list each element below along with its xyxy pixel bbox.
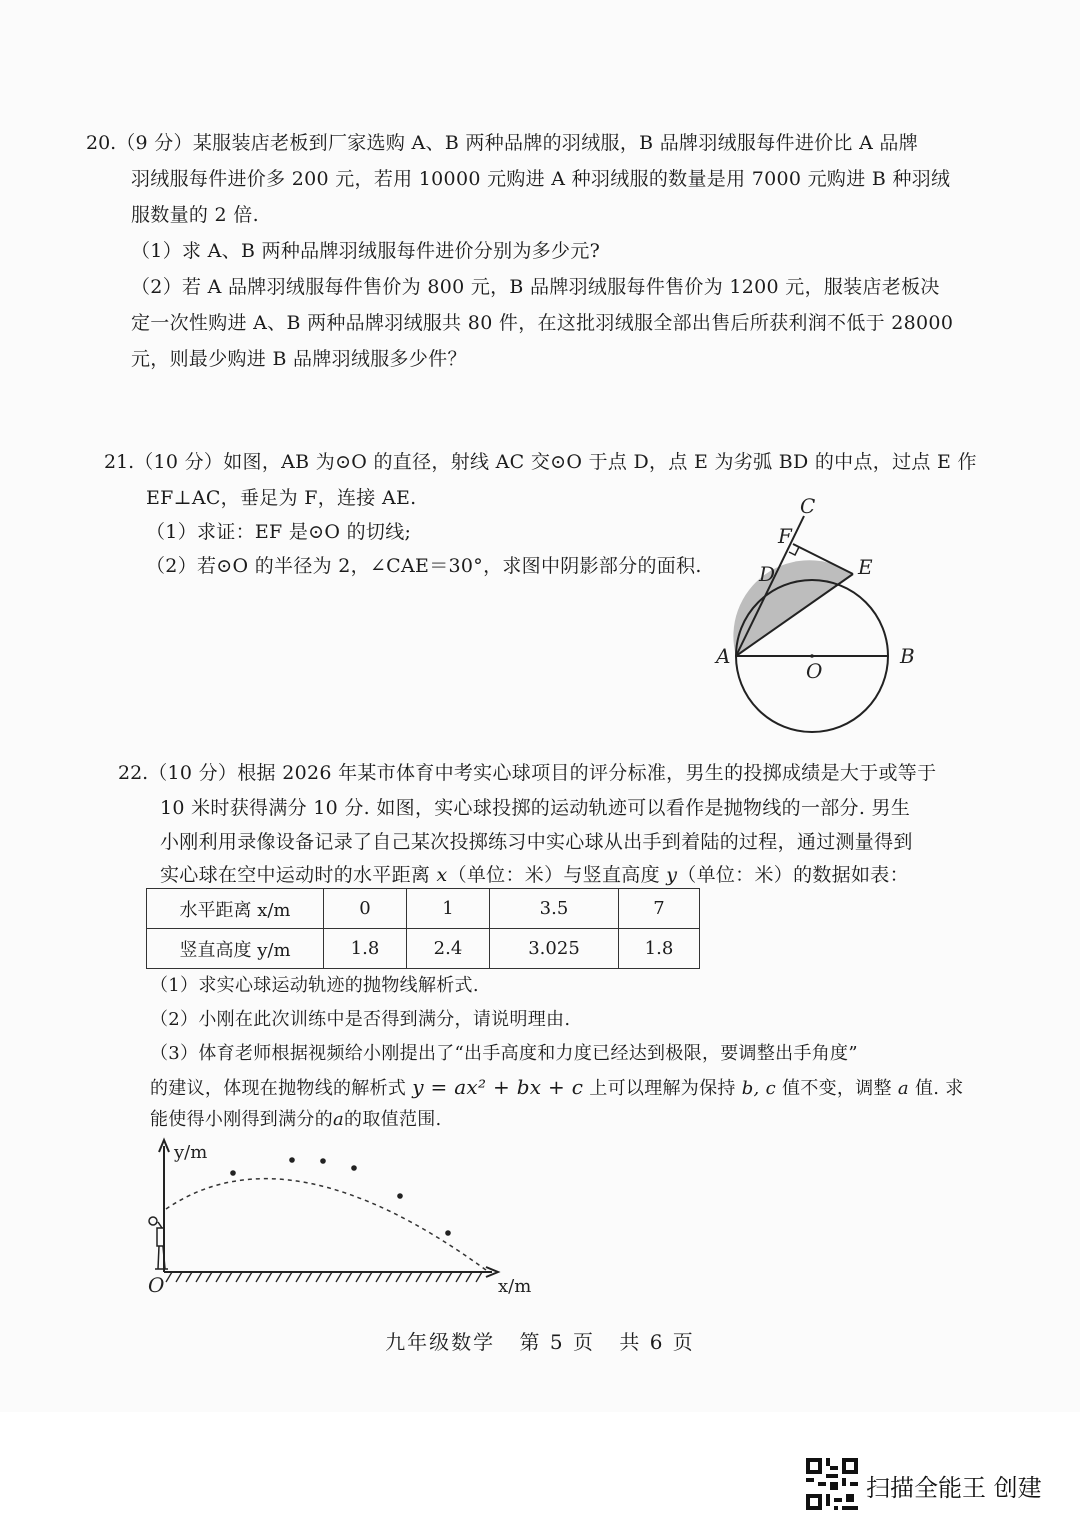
shaded-region: [733, 560, 853, 656]
label-a: A: [716, 644, 731, 668]
q21-part-1: （1）求证：EF 是⊙O 的切线;: [146, 521, 412, 543]
parabola-trajectory: [166, 1179, 486, 1270]
q22-part-3-line-2: 的建议，体现在抛物线的解析式 y = ax² + bx + c 上可以理解为保持 b, c 值不变，调整 a 值. 求: [150, 1075, 964, 1099]
table-cell: 2.4: [407, 929, 490, 969]
q21-part-2: （2）若⊙O 的半径为 2，∠CAE＝30°，求图中阴影部分的面积.: [146, 555, 702, 577]
table-cell: 3.025: [490, 929, 619, 969]
footer-subject: 九年级数学: [385, 1330, 496, 1354]
table-cell: 1.8: [324, 929, 407, 969]
table-cell: 0: [324, 889, 407, 929]
label-e: E: [858, 555, 873, 579]
label-b: B: [900, 644, 915, 668]
q22-stem-line-1: 22.（10 分）根据 2026 年某市体育中考实心球项目的评分标准，男生的投掷成绩是大于或等于: [118, 762, 937, 784]
q20-stem-line-1: 20.（9 分）某服装店老板到厂家选购 A、B 两种品牌的羽绒服，B 品牌羽绒服每件进价比 A 品牌: [86, 132, 919, 154]
q21-stem-line-2: EF⊥AC，垂足为 F，连接 AE.: [146, 487, 417, 509]
q20-number: 20.: [86, 132, 117, 154]
q22-number: 22.: [118, 762, 149, 784]
label-o: O: [806, 659, 823, 683]
qr-code-icon: [806, 1458, 858, 1510]
data-table: [146, 888, 700, 969]
label-d: D: [759, 562, 776, 586]
q22-points: （10 分）: [148, 762, 238, 784]
q22-stem-line-4: 实心球在空中运动时的水平距离 x（单位：米）与竖直高度 y（单位：米）的数据如表：: [160, 864, 909, 886]
table-row: [147, 929, 700, 969]
scanner-watermark: 扫描全能王 创建: [866, 1474, 1042, 1502]
q21-stem-line-1: 21.（10 分）如图，AB 为⊙O 的直径，射线 AC 交⊙O 于点 D，点 E 为劣弧 BD 的中点，过点 E 作: [104, 451, 977, 473]
x-axis-label: x/m: [498, 1276, 532, 1297]
parabola-formula: y = ax² + bx + c: [412, 1075, 584, 1099]
ground-hatching: [166, 1272, 482, 1282]
q22-stem-line-2: 10 米时获得满分 10 分. 如图，实心球投掷的运动轨迹可以看作是抛物线的一部分. 男生: [160, 797, 911, 819]
q20-part-2-line-2: 定一次性购进 A、B 两种品牌羽绒服共 80 件，在这批羽绒服全部出售后所获利润不低于 28000: [131, 312, 954, 334]
q20-part-2-line-3: 元，则最少购进 B 品牌羽绒服多少件？: [131, 348, 467, 370]
q22-part-3-line-3: 能使得小刚得到满分的a的取值范围.: [150, 1109, 442, 1130]
table-cell: 1: [407, 889, 490, 929]
q20-part-2-line-1: （2）若 A 品牌羽绒服每件售价为 800 元，B 品牌羽绒服每件售价为 1200 元，服装店老板决: [131, 276, 940, 298]
q20-stem-line-2: 羽绒服每件进价多 200 元，若用 10000 元购进 A 种羽绒服的数量是用 7000 元购进 B 种羽绒: [131, 168, 951, 190]
origin-label: O: [148, 1273, 165, 1297]
q21-points: （10 分）: [134, 451, 224, 473]
trajectory-points: [230, 1157, 451, 1236]
y-axis-label: y/m: [174, 1142, 208, 1163]
page-footer: [0, 1326, 1080, 1355]
q20-stem-line-3: 服数量的 2 倍.: [131, 204, 259, 226]
q22-stem-line-3: 小刚利用录像设备记录了自己某次投掷练习中实心球从出手到着陆的过程，通过测量得到: [160, 831, 913, 853]
table-cell: 3.5: [490, 889, 619, 929]
trajectory-graph: [140, 1136, 560, 1306]
footer-page: 第 5 页: [519, 1330, 595, 1354]
q22-part-3-line-1: （3）体育老师根据视频给小刚提出了“出手高度和力度已经达到极限，要调整出手角度”: [150, 1043, 858, 1064]
footer-total: 共 6 页: [619, 1330, 695, 1354]
table-cell: 1.8: [619, 929, 700, 969]
right-angle-mark: [789, 547, 799, 555]
circle-figure: [700, 488, 940, 738]
athlete-figure: [149, 1217, 168, 1269]
label-f: F: [778, 524, 792, 548]
table-cell: 7: [619, 889, 700, 929]
table-row: [147, 889, 700, 929]
label-c: C: [800, 494, 816, 518]
row-label-vertical: 竖直高度 y/m: [147, 929, 324, 969]
row-label-horizontal: 水平距离 x/m: [147, 889, 324, 929]
q20-points: （9 分）: [116, 132, 193, 154]
q20-part-1: （1）求 A、B 两种品牌羽绒服每件进价分别为多少元?: [131, 240, 601, 262]
q21-number: 21.: [104, 451, 135, 473]
q22-part-1: （1）求实心球运动轨迹的抛物线解析式.: [150, 975, 479, 996]
q22-part-2: （2）小刚在此次训练中是否得到满分，请说明理由.: [150, 1009, 571, 1030]
